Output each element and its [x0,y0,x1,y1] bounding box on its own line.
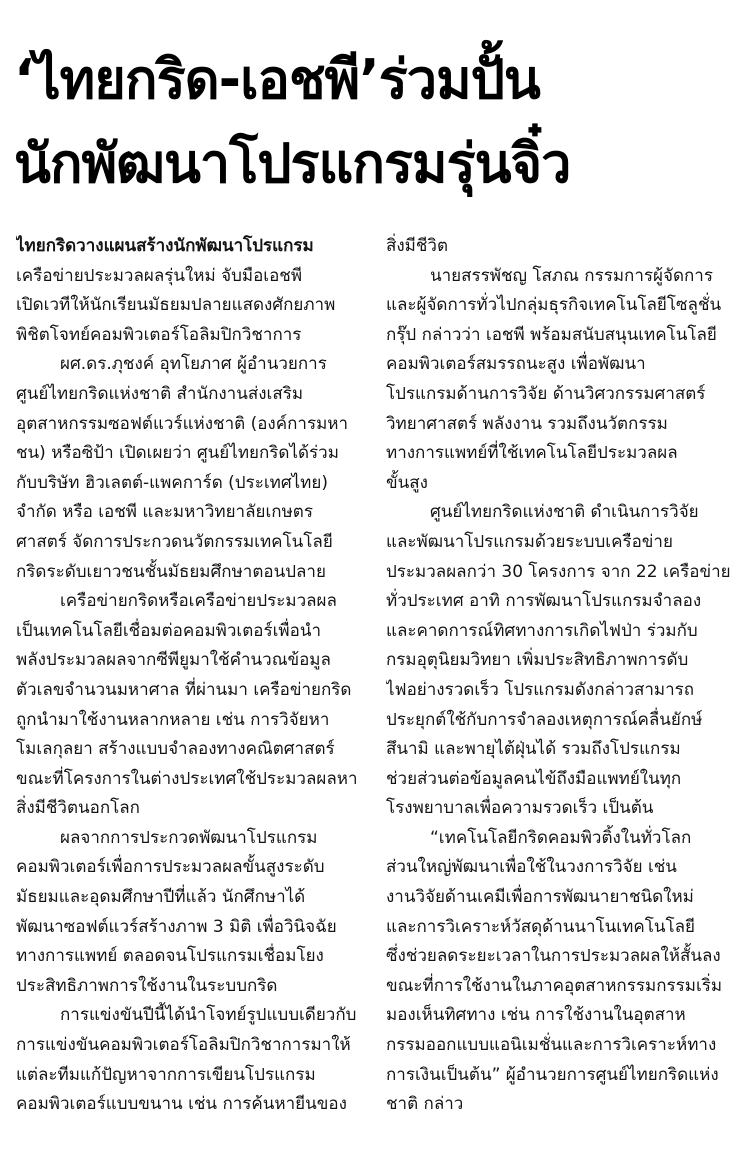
body-line: สิ่งมีชีวิตนอกโลก [16,798,140,819]
body-line: เปิดเวทีให้นักเรียนมัธยมปลายแสดงศักยภาพ [16,295,336,316]
body-line: งานวิจัยด้านเคมีเพื่อการพัฒนายาชนิดใหม่ [386,887,694,908]
headline-line: นักพัฒนาโปรแกรมรุ่นจิ๋ว [14,132,571,195]
body-line: พิชิตโจทย์คอมพิวเตอร์โอลิมปิกวิชาการ [16,324,302,345]
body-line: การแข่งขันคอมพิวเตอร์โอลิมปิกวิชาการมาให้ [16,1035,351,1056]
body-line: ศูนย์ไทยกริดแห่งชาติ สำนักงานส่งเสริม [16,383,304,404]
right-column [386,232,738,1120]
body-line: โมเลกุลยา สร้างแบบจำลองทางคณิตศาสตร์ [16,739,335,760]
body-line: ตัวเลขจำนวนมหาศาล ที่ผ่านมา เครือข่ายกริด [16,679,352,700]
body-line: ขั้นสูง [386,472,428,493]
paragraph-start-line: ศูนย์ไทยกริดแห่งชาติ ดำเนินการวิจัย [430,502,699,523]
body-line: คอมพิวเตอร์แบบขนาน เช่น การค้นหายีนของ [16,1094,347,1115]
body-line: วิทยาศาสตร์ พลังงาน รวมถึงนวัตกรรม [386,413,668,434]
body-line: อุตสาหกรรมซอฟต์แวร์แห่งชาติ (องค์การมหา [16,413,349,434]
body-line: ขณะที่การใช้งานในภาคอุตสาหกรรมกรรมเริ่ม [386,975,723,996]
body-line: มัธยมและอุดมศึกษาปีที่แล้ว นักศึกษาได้ [16,887,306,908]
paragraph-start-line: ผศ.ดร.ภุชงค์ อุทโยภาศ ผู้อำนวยการ [60,354,327,375]
body-line: แต่ละทีมแก้ปัญหาจากการเขียนโปรแกรม [16,1064,316,1085]
body-line: สิ่งมีชีวิต [386,236,449,256]
body-line: กริดระดับเยาวชนชั้นมัธยมศึกษาตอนปลาย [16,561,326,582]
body-line: และคาดการณ์ทิศทางการเกิดไฟป่า ร่วมกับ [386,620,698,641]
body-line: และการวิเคราะห์วัสดุด้านนาโนเทคโนโลยี [386,916,695,937]
body-line: พัฒนาซอฟต์แวร์สร้างภาพ 3 มิติ เพื่อวินิจฉัย [16,916,337,937]
body-line: ชาติ กล่าว [386,1094,464,1115]
body-line: ส่วนใหญ่พัฒนาเพื่อใช้ในวงการวิจัย เช่น [386,857,677,878]
body-line: ขณะที่โครงการในต่างประเทศใช้ประมวลผลหา [16,768,358,789]
body-line: กรุ๊ป กล่าวว่า เอชพี พร้อมสนับสนุนเทคโนโลยี [386,324,717,345]
body-line: มองเห็นทิศทาง เช่น การใช้งานในอุตสาห [386,1005,686,1026]
body-line: กับบริษัท ฮิวเลตต์-แพคการ์ด (ประเทศไทย) [16,472,328,493]
body-line: ถูกนำมาใช้งานหลากหลาย เช่น การวิจัยหา [16,709,330,730]
body-line: พลังประมวลผลจากซีพียูมาใช้คำนวณข้อมูล [16,650,331,671]
headline [14,38,739,206]
body-line: ศาสตร์ จัดการประกวดนวัตกรรมเทคโนโลยี [16,531,333,552]
body-line: กรมอุตุนิยมวิทยา เพิ่มประสิทธิภาพการดับ [386,650,689,671]
body-line: เป็นเทคโนโลยีเชื่อมต่อคอมพิวเตอร์เพื่อนำ [16,620,322,641]
body-line: ชน) หรือซิป้า เปิดเผยว่า ศูนย์ไทยกริดได้ร่วม [16,443,339,464]
body-line: ประสิทธิภาพการใช้งานในระบบกริด [16,975,278,996]
body-line: และพัฒนาโปรแกรมด้วยระบบเครือข่าย [386,531,673,552]
left-column [16,232,368,1120]
body-line: กรรมออกแบบแอนิเมชั่นและการวิเคราะห์ทาง [386,1035,717,1056]
paragraph-start-line: ผลจากการประกวดพัฒนาโปรแกรม [60,827,318,848]
body-line: คอมพิวเตอร์เพื่อการประมวลผลขั้นสูงระดับ [16,857,325,878]
lead-line: ไทยกริดวางแผนสร้างนักพัฒนาโปรแกรม [16,236,314,256]
paragraph-start-line: “เทคโนโลยีกริดคอมพิวติ้งในทั่วโลก [430,827,692,848]
body-line: ทั่วประเทศ อาทิ การพัฒนาโปรแกรมจำลอง [386,591,702,612]
body-line: ประยุกต์ใช้กับการจำลองเหตุการณ์คลื่นยักษ์ [386,709,703,730]
body-line: ไฟอย่างรวดเร็ว โปรแกรมดังกล่าวสามารถ [386,679,695,700]
body-line: ประมวลผลกว่า 30 โครงการ จาก 22 เครือข่าย [386,561,731,582]
body-line: การเงินเป็นต้น” ผู้อำนวยการศูนย์ไทยกริดแห่ง [386,1064,719,1085]
body-line: ทางการแพทย์ที่ใช้เทคโนโลยีประมวลผล [386,443,678,464]
body-line: ซึ่งช่วยลดระยะเวลาในการประมวลผลให้สั้นลง [386,946,721,967]
paragraph-start-line: การแข่งขันปีนี้ได้นำโจทย์รูปแบบเดียวกับ [60,1005,357,1026]
headline-line: ‘ไทยกริด-เอชพี’ร่วมปั้น [14,48,540,111]
body-line: ทางการแพทย์ ตลอดจนโปรแกรมเชื่อมโยง [16,946,324,967]
body-line: เครือข่ายประมวลผลรุ่นใหม่ จับมือเอชพี [16,265,303,286]
body-line: คอมพิวเตอร์สมรรถนะสูง เพื่อพัฒนา [386,354,646,375]
body-line: ช่วยส่วนต่อข้อมูลคนไข้ถึงมือแพทย์ในทุก [386,768,682,789]
paragraph-start-line: เครือข่ายกริดหรือเครือข่ายประมวลผล [60,591,337,612]
body-line: และผู้จัดการทั่วไปกลุ่มธุรกิจเทคโนโลยีโซลูชั่น [386,295,722,316]
body-line: สึนามิ และพายุไต้ฝุ่นได้ รวมถึงโปรแกรม [386,739,681,760]
body-line: จำกัด หรือ เอชพี และมหาวิทยาลัยเกษตร [16,502,313,523]
body-line: โปรแกรมด้านการวิจัย ด้านวิศวกรรมศาสตร์ [386,383,706,404]
body-line: โรงพยาบาลเพื่อความรวดเร็ว เป็นต้น [386,798,654,819]
paragraph-start-line: นายสรรพัชญ โสภณ กรรมการผู้จัดการ [430,265,713,286]
